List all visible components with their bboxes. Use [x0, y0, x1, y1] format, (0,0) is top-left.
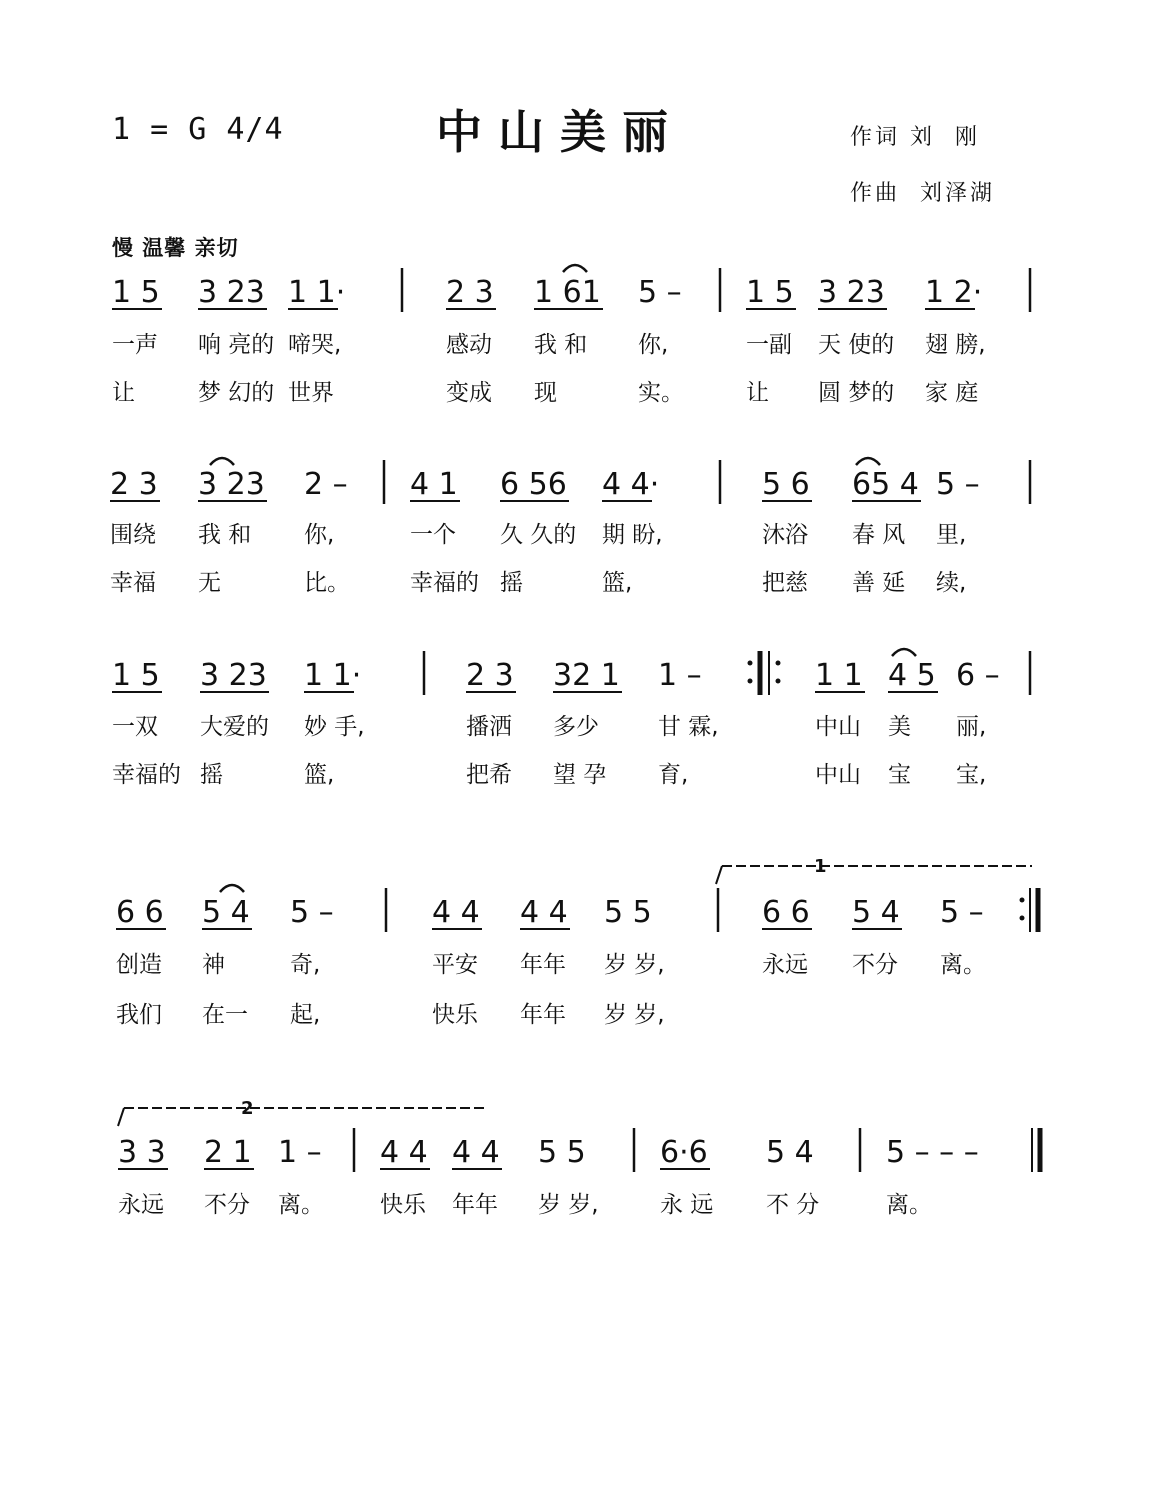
note-group: 4 5 — [888, 658, 936, 693]
note-group: 1 – — [658, 658, 702, 693]
lyric-verse-1: 年年 — [520, 952, 566, 978]
slur-arc — [210, 458, 234, 465]
note-group: 3 23 — [198, 467, 265, 502]
lyric-verse-1: 奇, — [290, 952, 321, 978]
lyric-verse-2: 快乐 — [432, 1002, 478, 1028]
note-group: 2 3 — [446, 275, 494, 310]
note-group: 6 – — [956, 658, 1000, 693]
lyric-verse-1: 神 — [202, 952, 225, 978]
lyric-verse-1: 创造 — [116, 952, 162, 978]
lyric-verse-1: 我 和 — [198, 522, 252, 548]
lyric-verse-2: 篮, — [602, 570, 633, 596]
note-group: 1 1 — [815, 658, 863, 693]
lyric-verse-1: 你, — [304, 522, 335, 548]
repeat-dot — [1020, 916, 1025, 921]
lyric-verse-1: 永远 — [118, 1192, 164, 1218]
lyric-verse-2: 家 庭 — [925, 380, 979, 406]
lyric-verse-2: 无 — [198, 570, 221, 596]
note-group: 1 2· — [925, 275, 983, 310]
lyric-verse-2: 育, — [658, 762, 689, 788]
note-group: 4 4 — [452, 1135, 500, 1170]
lyric-verse-1: 翅 膀, — [925, 332, 986, 358]
repeat-dot — [776, 679, 781, 684]
lyric-verse-1: 不分 — [852, 952, 898, 978]
lyric-verse-1: 不 分 — [766, 1192, 820, 1218]
lyric-verse-1: 沐浴 — [762, 522, 808, 548]
slur-arc — [892, 649, 916, 656]
note-group: 5 4 — [766, 1135, 814, 1170]
song-title: 中山美丽 — [436, 105, 684, 159]
lyric-verse-1: 围绕 — [110, 522, 156, 548]
note-group: 2 – — [304, 467, 348, 502]
lyric-verse-2: 实。 — [638, 380, 684, 406]
lyric-verse-1: 春 风 — [852, 522, 906, 548]
lyric-verse-1: 天 使的 — [818, 332, 895, 358]
note-group: 6 56 — [500, 467, 567, 502]
volta-bracket — [716, 866, 722, 884]
note-group: 5 5 — [604, 895, 652, 930]
lyric-verse-1: 离。 — [886, 1192, 932, 1218]
note-group: 4 4 — [380, 1135, 428, 1170]
lyric-verse-1: 丽, — [956, 714, 987, 740]
lyric-verse-2: 梦 幻的 — [198, 380, 275, 406]
lyric-verse-1: 啼哭, — [288, 332, 342, 358]
volta-ending-label: 1 — [814, 856, 827, 877]
note-group: 65 4 — [852, 467, 919, 502]
slur-arc — [856, 458, 880, 465]
lyric-verse-1: 离。 — [940, 952, 986, 978]
note-group: 1 – — [278, 1135, 322, 1170]
note-group: 1 61 — [534, 275, 601, 310]
lyric-verse-2: 摇 — [200, 762, 223, 788]
note-group: 1 1· — [304, 658, 362, 693]
note-group: 4 4· — [602, 467, 660, 502]
volta-ending-label: 2 — [241, 1098, 254, 1119]
note-group: 5 4 — [852, 895, 900, 930]
lyric-verse-2: 续, — [936, 570, 967, 596]
lyric-verse-2: 岁 岁, — [604, 1002, 665, 1028]
lyric-verse-2: 善 延 — [852, 570, 906, 596]
note-group: 5 4 — [202, 895, 250, 930]
note-group: 5 – — [936, 467, 980, 502]
lyric-verse-2: 望 孕 — [553, 762, 607, 788]
lyric-verse-1: 妙 手, — [304, 714, 365, 740]
lyric-verse-1: 快乐 — [380, 1192, 426, 1218]
note-group: 1 5 — [112, 658, 160, 693]
lyric-verse-1: 中山 — [815, 714, 861, 740]
slur-arc — [563, 265, 587, 272]
note-group: 1 5 — [746, 275, 794, 310]
repeat-dot — [1020, 898, 1025, 903]
note-group: 4 4 — [432, 895, 480, 930]
lyric-verse-1: 我 和 — [534, 332, 588, 358]
lyricist-credit: 作词 刘 刚 — [850, 125, 980, 150]
note-group: 32 1 — [553, 658, 620, 693]
lyric-verse-1: 你, — [638, 332, 669, 358]
note-group: 2 1 — [204, 1135, 252, 1170]
note-group: 1 1· — [288, 275, 346, 310]
lyric-verse-2: 比。 — [304, 570, 350, 596]
lyric-verse-2: 世界 — [288, 380, 334, 406]
lyric-verse-1: 一副 — [746, 332, 792, 358]
note-group: 3 23 — [818, 275, 885, 310]
tempo-marking: 慢 温馨 亲切 — [112, 236, 239, 260]
repeat-dot — [776, 661, 781, 666]
lyric-verse-1: 岁 岁, — [538, 1192, 599, 1218]
volta-bracket — [118, 1108, 124, 1126]
note-group: 3 23 — [200, 658, 267, 693]
lyric-verse-2: 篮, — [304, 762, 335, 788]
lyric-verse-1: 大爱的 — [200, 714, 269, 740]
note-group: 1 5 — [112, 275, 160, 310]
note-group: 2 3 — [110, 467, 158, 502]
note-group: 5 5 — [538, 1135, 586, 1170]
note-group: 6·6 — [660, 1135, 708, 1170]
lyric-verse-1: 永 远 — [660, 1192, 714, 1218]
lyric-verse-1: 永远 — [762, 952, 808, 978]
lyric-verse-2: 变成 — [446, 380, 492, 406]
lyric-verse-1: 感动 — [446, 332, 492, 358]
lyric-verse-1: 响 亮的 — [198, 332, 275, 358]
lyric-verse-2: 幸福的 — [112, 762, 181, 788]
lyric-verse-1: 甘 霖, — [658, 714, 719, 740]
lyric-verse-1: 一声 — [112, 332, 158, 358]
lyric-verse-1: 岁 岁, — [604, 952, 665, 978]
note-group: 5 – — [290, 895, 334, 930]
lyric-verse-2: 把希 — [466, 762, 512, 788]
note-group: 6 6 — [762, 895, 810, 930]
lyric-verse-2: 起, — [290, 1002, 321, 1028]
lyric-verse-2: 宝, — [956, 762, 987, 788]
lyric-verse-2: 中山 — [815, 762, 861, 788]
note-group: 5 6 — [762, 467, 810, 502]
lyric-verse-1: 一双 — [112, 714, 158, 740]
note-group: 5 – — [940, 895, 984, 930]
lyric-verse-1: 年年 — [452, 1192, 498, 1218]
lyric-verse-2: 现 — [534, 380, 557, 406]
lyric-verse-1: 里, — [936, 522, 967, 548]
note-group: 4 4 — [520, 895, 568, 930]
lyric-verse-1: 美 — [888, 714, 911, 740]
lyric-verse-1: 久 久的 — [500, 522, 577, 548]
lyric-verse-1: 离。 — [278, 1192, 324, 1218]
lyric-verse-1: 不分 — [204, 1192, 250, 1218]
note-group: 3 3 — [118, 1135, 166, 1170]
lyric-verse-1: 平安 — [432, 952, 478, 978]
lyric-verse-2: 在一 — [202, 1002, 248, 1028]
lyric-verse-2: 摇 — [500, 570, 523, 596]
lyric-verse-1: 多少 — [553, 714, 599, 740]
lyric-verse-2: 幸福的 — [410, 570, 479, 596]
note-group: 5 – – – — [886, 1135, 979, 1170]
note-group: 4 1 — [410, 467, 458, 502]
repeat-dot — [748, 679, 753, 684]
lyric-verse-2: 年年 — [520, 1002, 566, 1028]
lyric-verse-2: 让 — [112, 380, 135, 406]
composer-credit: 作曲 刘泽湖 — [850, 181, 995, 206]
note-group: 3 23 — [198, 275, 265, 310]
lyric-verse-1: 一个 — [410, 522, 456, 548]
lyric-verse-1: 播洒 — [466, 714, 512, 740]
note-group: 2 3 — [466, 658, 514, 693]
key-signature: 1 = G 4/4 — [112, 112, 284, 147]
lyric-verse-1: 期 盼, — [602, 522, 663, 548]
slur-arc — [220, 885, 244, 892]
repeat-dot — [748, 661, 753, 666]
note-group: 6 6 — [116, 895, 164, 930]
lyric-verse-2: 宝 — [888, 762, 911, 788]
lyric-verse-2: 圆 梦的 — [818, 380, 895, 406]
lyric-verse-2: 让 — [746, 380, 769, 406]
note-group: 5 – — [638, 275, 682, 310]
lyric-verse-2: 我们 — [116, 1002, 162, 1028]
lyric-verse-2: 把慈 — [762, 570, 808, 596]
lyric-verse-2: 幸福 — [110, 570, 156, 596]
